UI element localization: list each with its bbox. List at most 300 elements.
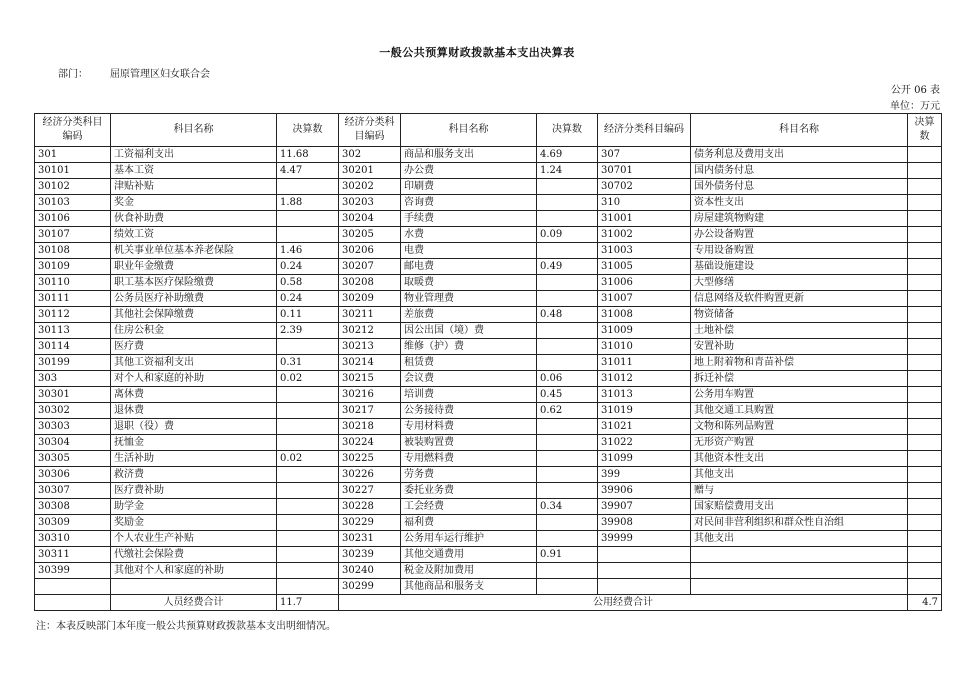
amount-cell <box>277 419 339 435</box>
name-cell: 印刷费 <box>401 179 537 195</box>
code-cell: 30225 <box>339 451 401 467</box>
table-row <box>35 483 942 499</box>
amount-cell <box>537 515 598 531</box>
code-cell: 30217 <box>339 403 401 419</box>
header-amount-2: 决算数 <box>537 114 598 147</box>
amount-cell <box>277 435 339 451</box>
name-cell: 其他交通工具购置 <box>691 403 908 419</box>
table-row <box>35 275 942 291</box>
name-cell: 资本性支出 <box>691 195 908 211</box>
amount-cell: 0.49 <box>537 259 598 275</box>
amount-cell <box>908 451 942 467</box>
code-cell: 30203 <box>339 195 401 211</box>
name-cell: 绩效工资 <box>111 227 277 243</box>
code-cell: 31009 <box>598 323 691 339</box>
department-value: 屈原管理区妇女联合会 <box>110 69 210 80</box>
code-cell: 30112 <box>35 307 111 323</box>
table-row <box>35 435 942 451</box>
name-cell: 对民间非营利组织和群众性自治组 <box>691 515 908 531</box>
amount-cell <box>908 307 942 323</box>
amount-cell <box>537 291 598 307</box>
name-cell: 医疗费补助 <box>111 483 277 499</box>
code-cell: 30231 <box>339 531 401 547</box>
name-cell: 其他社会保障缴费 <box>111 307 277 323</box>
amount-cell <box>908 403 942 419</box>
amount-cell <box>908 291 942 307</box>
table-row <box>35 259 942 275</box>
code-cell: 39907 <box>598 499 691 515</box>
amount-cell <box>537 419 598 435</box>
amount-cell <box>908 371 942 387</box>
name-cell: 税金及附加费用 <box>401 563 537 579</box>
name-cell: 商品和服务支出 <box>401 147 537 163</box>
name-cell: 水费 <box>401 227 537 243</box>
table-row <box>35 147 942 163</box>
amount-cell: 2.39 <box>277 323 339 339</box>
amount-cell: 0.48 <box>537 307 598 323</box>
code-cell: 30301 <box>35 387 111 403</box>
code-cell: 30109 <box>35 259 111 275</box>
name-cell: 物业管理费 <box>401 291 537 307</box>
name-cell <box>691 579 908 595</box>
name-cell: 被装购置费 <box>401 435 537 451</box>
code-cell: 30111 <box>35 291 111 307</box>
code-cell: 30308 <box>35 499 111 515</box>
amount-cell: 11.68 <box>277 147 339 163</box>
amount-cell <box>537 179 598 195</box>
name-cell: 公务用车运行维护 <box>401 531 537 547</box>
code-cell: 30207 <box>339 259 401 275</box>
code-cell: 30228 <box>339 499 401 515</box>
amount-cell: 4.47 <box>277 163 339 179</box>
department-label: 部门： <box>58 69 88 80</box>
code-cell: 30201 <box>339 163 401 179</box>
amount-cell <box>537 563 598 579</box>
name-cell: 债务利息及费用支出 <box>691 147 908 163</box>
personnel-total-label: 人员经费合计 <box>111 595 277 611</box>
name-cell: 租赁费 <box>401 355 537 371</box>
public-total-value: 4.7 <box>908 595 942 611</box>
name-cell: 个人农业生产补贴 <box>111 531 277 547</box>
code-cell: 31022 <box>598 435 691 451</box>
amount-cell <box>908 163 942 179</box>
code-cell: 30107 <box>35 227 111 243</box>
code-cell: 310 <box>598 195 691 211</box>
header-name-2: 科目名称 <box>401 114 537 147</box>
header-name-1: 科目名称 <box>111 114 277 147</box>
amount-cell <box>908 227 942 243</box>
amount-cell <box>537 275 598 291</box>
name-cell: 代缴社会保险费 <box>111 547 277 563</box>
code-cell: 301 <box>35 147 111 163</box>
code-cell: 31002 <box>598 227 691 243</box>
table-row <box>35 563 942 579</box>
code-cell: 307 <box>598 147 691 163</box>
public-total-label: 公用经费合计 <box>339 595 908 611</box>
amount-cell <box>277 531 339 547</box>
name-cell: 公务用车购置 <box>691 387 908 403</box>
name-cell: 大型修缮 <box>691 275 908 291</box>
name-cell: 对个人和家庭的补助 <box>111 371 277 387</box>
amount-cell <box>908 355 942 371</box>
amount-cell: 0.34 <box>537 499 598 515</box>
amount-cell <box>277 211 339 227</box>
amount-cell <box>537 467 598 483</box>
code-cell: 30202 <box>339 179 401 195</box>
code-cell: 30205 <box>339 227 401 243</box>
code-cell: 30309 <box>35 515 111 531</box>
name-cell: 办公费 <box>401 163 537 179</box>
name-cell: 住房公积金 <box>111 323 277 339</box>
name-cell: 基础设施建设 <box>691 259 908 275</box>
name-cell <box>691 547 908 563</box>
name-cell: 奖金 <box>111 195 277 211</box>
code-cell: 30106 <box>35 211 111 227</box>
code-cell: 30199 <box>35 355 111 371</box>
name-cell: 文物和陈列品购置 <box>691 419 908 435</box>
amount-cell <box>908 339 942 355</box>
amount-cell <box>908 259 942 275</box>
amount-cell: 0.02 <box>277 451 339 467</box>
amount-cell <box>908 499 942 515</box>
personnel-total-value: 11.7 <box>277 595 339 611</box>
name-cell: 委托业务费 <box>401 483 537 499</box>
amount-cell <box>277 515 339 531</box>
code-cell: 39908 <box>598 515 691 531</box>
code-cell: 30302 <box>35 403 111 419</box>
amount-cell <box>537 195 598 211</box>
amount-cell <box>908 467 942 483</box>
code-cell: 30224 <box>339 435 401 451</box>
amount-cell <box>537 339 598 355</box>
name-cell: 土地补偿 <box>691 323 908 339</box>
amount-cell <box>908 323 942 339</box>
amount-cell <box>277 467 339 483</box>
code-cell: 31005 <box>598 259 691 275</box>
budget-table <box>34 113 942 611</box>
name-cell: 工资福利支出 <box>111 147 277 163</box>
code-cell: 30702 <box>598 179 691 195</box>
table-row <box>35 387 942 403</box>
name-cell: 邮电费 <box>401 259 537 275</box>
name-cell: 其他对个人和家庭的补助 <box>111 563 277 579</box>
header-amount-3: 决算数 <box>908 114 942 147</box>
code-cell <box>35 579 111 595</box>
name-cell: 退休费 <box>111 403 277 419</box>
amount-cell <box>908 515 942 531</box>
amount-cell <box>277 563 339 579</box>
code-cell: 30102 <box>35 179 111 195</box>
amount-cell: 0.45 <box>537 387 598 403</box>
header-code-3: 经济分类科目编码 <box>598 114 691 147</box>
name-cell: 福利费 <box>401 515 537 531</box>
totals-row <box>35 595 942 611</box>
code-cell: 30307 <box>35 483 111 499</box>
name-cell: 赠与 <box>691 483 908 499</box>
code-cell: 30215 <box>339 371 401 387</box>
amount-cell <box>277 227 339 243</box>
name-cell: 伙食补助费 <box>111 211 277 227</box>
name-cell: 安置补助 <box>691 339 908 355</box>
header-code-2: 经济分类科目编码 <box>339 114 401 147</box>
amount-cell: 0.91 <box>537 547 598 563</box>
amount-cell: 1.88 <box>277 195 339 211</box>
code-cell: 30103 <box>35 195 111 211</box>
code-cell: 30305 <box>35 451 111 467</box>
code-cell <box>598 547 691 563</box>
code-cell: 31003 <box>598 243 691 259</box>
amount-cell <box>537 531 598 547</box>
amount-cell <box>908 579 942 595</box>
code-cell: 31019 <box>598 403 691 419</box>
name-cell: 抚恤金 <box>111 435 277 451</box>
name-cell: 手续费 <box>401 211 537 227</box>
code-cell: 31012 <box>598 371 691 387</box>
table-row <box>35 243 942 259</box>
header-amount-1: 决算数 <box>277 114 339 147</box>
amount-cell <box>908 275 942 291</box>
name-cell: 其他支出 <box>691 467 908 483</box>
amount-cell <box>908 387 942 403</box>
code-cell: 30108 <box>35 243 111 259</box>
form-number: 公开 06 表 <box>890 85 940 96</box>
amount-cell <box>908 179 942 195</box>
code-cell: 30310 <box>35 531 111 547</box>
amount-cell <box>537 435 598 451</box>
amount-cell: 0.02 <box>277 371 339 387</box>
name-cell: 助学金 <box>111 499 277 515</box>
code-cell: 31006 <box>598 275 691 291</box>
amount-cell <box>277 547 339 563</box>
name-cell: 职业年金缴费 <box>111 259 277 275</box>
code-cell: 30304 <box>35 435 111 451</box>
table-row <box>35 499 942 515</box>
table-row <box>35 547 942 563</box>
name-cell: 维修（护）费 <box>401 339 537 355</box>
code-cell: 30214 <box>339 355 401 371</box>
amount-cell <box>277 483 339 499</box>
code-cell: 30227 <box>339 483 401 499</box>
name-cell: 奖励金 <box>111 515 277 531</box>
table-row <box>35 515 942 531</box>
amount-cell: 0.09 <box>537 227 598 243</box>
code-cell: 30204 <box>339 211 401 227</box>
code-cell: 31008 <box>598 307 691 323</box>
amount-cell <box>908 211 942 227</box>
amount-cell <box>537 579 598 595</box>
table-row <box>35 579 942 595</box>
name-cell: 其他商品和服务支 <box>401 579 537 595</box>
code-cell: 30206 <box>339 243 401 259</box>
table-row <box>35 211 942 227</box>
table-row <box>35 195 942 211</box>
amount-cell <box>277 499 339 515</box>
name-cell: 国内债务付息 <box>691 163 908 179</box>
footnote: 注：本表反映部门本年度一般公共预算财政拨款基本支出明细情况。 <box>36 621 336 632</box>
code-cell: 30208 <box>339 275 401 291</box>
code-cell: 31021 <box>598 419 691 435</box>
code-cell: 30239 <box>339 547 401 563</box>
name-cell: 职工基本医疗保险缴费 <box>111 275 277 291</box>
code-cell: 30218 <box>339 419 401 435</box>
code-cell: 31001 <box>598 211 691 227</box>
code-cell: 30213 <box>339 339 401 355</box>
name-cell: 津贴补贴 <box>111 179 277 195</box>
amount-cell <box>908 435 942 451</box>
name-cell: 生活补助 <box>111 451 277 467</box>
name-cell: 拆迁补偿 <box>691 371 908 387</box>
code-cell: 30226 <box>339 467 401 483</box>
code-cell: 30113 <box>35 323 111 339</box>
table-row <box>35 531 942 547</box>
amount-cell: 0.06 <box>537 371 598 387</box>
table-row <box>35 467 942 483</box>
table-row <box>35 339 942 355</box>
code-cell: 302 <box>339 147 401 163</box>
amount-cell <box>537 451 598 467</box>
amount-cell <box>908 195 942 211</box>
name-cell: 会议费 <box>401 371 537 387</box>
code-cell: 30311 <box>35 547 111 563</box>
name-cell: 退职（役）费 <box>111 419 277 435</box>
name-cell: 离休费 <box>111 387 277 403</box>
name-cell: 国家赔偿费用支出 <box>691 499 908 515</box>
code-cell: 31013 <box>598 387 691 403</box>
name-cell: 基本工资 <box>111 163 277 179</box>
department-line <box>58 65 210 80</box>
name-cell: 救济费 <box>111 467 277 483</box>
header-name-3: 科目名称 <box>691 114 908 147</box>
amount-cell <box>277 403 339 419</box>
name-cell: 专用设备购置 <box>691 243 908 259</box>
code-cell: 30229 <box>339 515 401 531</box>
table-row <box>35 419 942 435</box>
code-cell: 31010 <box>598 339 691 355</box>
name-cell: 差旅费 <box>401 307 537 323</box>
totals-spacer <box>35 595 111 611</box>
code-cell: 30212 <box>339 323 401 339</box>
amount-cell: 0.58 <box>277 275 339 291</box>
name-cell: 房屋建筑物购建 <box>691 211 908 227</box>
code-cell: 30399 <box>35 563 111 579</box>
amount-cell <box>277 579 339 595</box>
code-cell: 30211 <box>339 307 401 323</box>
name-cell: 取暖费 <box>401 275 537 291</box>
table-row <box>35 451 942 467</box>
amount-cell: 0.62 <box>537 403 598 419</box>
header-row <box>35 114 942 147</box>
name-cell: 其他工资福利支出 <box>111 355 277 371</box>
page-title: 一般公共预算财政拨款基本支出决算表 <box>379 46 575 59</box>
code-cell: 39999 <box>598 531 691 547</box>
name-cell <box>691 563 908 579</box>
code-cell: 30216 <box>339 387 401 403</box>
name-cell: 其他交通费用 <box>401 547 537 563</box>
table-row <box>35 307 942 323</box>
name-cell: 信息网络及软件购置更新 <box>691 291 908 307</box>
table-row <box>35 371 942 387</box>
header-code-1: 经济分类科目编码 <box>35 114 111 147</box>
unit-label: 单位：万元 <box>890 101 940 112</box>
name-cell: 机关事业单位基本养老保险 <box>111 243 277 259</box>
amount-cell <box>908 483 942 499</box>
amount-cell <box>908 563 942 579</box>
table-row <box>35 179 942 195</box>
amount-cell <box>908 419 942 435</box>
table-row <box>35 291 942 307</box>
amount-cell: 4.69 <box>537 147 598 163</box>
code-cell: 30114 <box>35 339 111 355</box>
amount-cell <box>537 483 598 499</box>
name-cell: 无形资产购置 <box>691 435 908 451</box>
name-cell: 咨询费 <box>401 195 537 211</box>
amount-cell <box>277 179 339 195</box>
amount-cell <box>908 547 942 563</box>
code-cell: 31007 <box>598 291 691 307</box>
amount-cell: 0.11 <box>277 307 339 323</box>
code-cell: 30209 <box>339 291 401 307</box>
name-cell: 物资储备 <box>691 307 908 323</box>
code-cell: 30299 <box>339 579 401 595</box>
code-cell: 31011 <box>598 355 691 371</box>
amount-cell <box>908 147 942 163</box>
name-cell: 电费 <box>401 243 537 259</box>
name-cell <box>111 579 277 595</box>
amount-cell <box>277 339 339 355</box>
table-row <box>35 403 942 419</box>
table-row <box>35 355 942 371</box>
name-cell: 因公出国（境）费 <box>401 323 537 339</box>
code-cell: 30701 <box>598 163 691 179</box>
amount-cell: 0.24 <box>277 291 339 307</box>
name-cell: 办公设备购置 <box>691 227 908 243</box>
name-cell: 专用材料费 <box>401 419 537 435</box>
amount-cell <box>908 243 942 259</box>
amount-cell: 0.31 <box>277 355 339 371</box>
name-cell: 工会经费 <box>401 499 537 515</box>
amount-cell: 1.46 <box>277 243 339 259</box>
code-cell: 30306 <box>35 467 111 483</box>
name-cell: 医疗费 <box>111 339 277 355</box>
code-cell <box>598 579 691 595</box>
name-cell: 地上附着物和青苗补偿 <box>691 355 908 371</box>
name-cell: 其他支出 <box>691 531 908 547</box>
amount-cell <box>537 243 598 259</box>
code-cell: 30101 <box>35 163 111 179</box>
table-row <box>35 323 942 339</box>
amount-cell <box>537 211 598 227</box>
amount-cell <box>537 355 598 371</box>
code-cell: 30303 <box>35 419 111 435</box>
amount-cell <box>537 323 598 339</box>
name-cell: 劳务费 <box>401 467 537 483</box>
name-cell: 公务员医疗补助缴费 <box>111 291 277 307</box>
code-cell: 303 <box>35 371 111 387</box>
amount-cell <box>277 387 339 403</box>
name-cell: 公务接待费 <box>401 403 537 419</box>
name-cell: 培训费 <box>401 387 537 403</box>
code-cell: 30240 <box>339 563 401 579</box>
code-cell: 31099 <box>598 451 691 467</box>
name-cell: 国外债务付息 <box>691 179 908 195</box>
table-row <box>35 163 942 179</box>
code-cell: 30110 <box>35 275 111 291</box>
code-cell: 39906 <box>598 483 691 499</box>
name-cell: 其他资本性支出 <box>691 451 908 467</box>
amount-cell <box>908 531 942 547</box>
amount-cell: 0.24 <box>277 259 339 275</box>
code-cell <box>598 563 691 579</box>
